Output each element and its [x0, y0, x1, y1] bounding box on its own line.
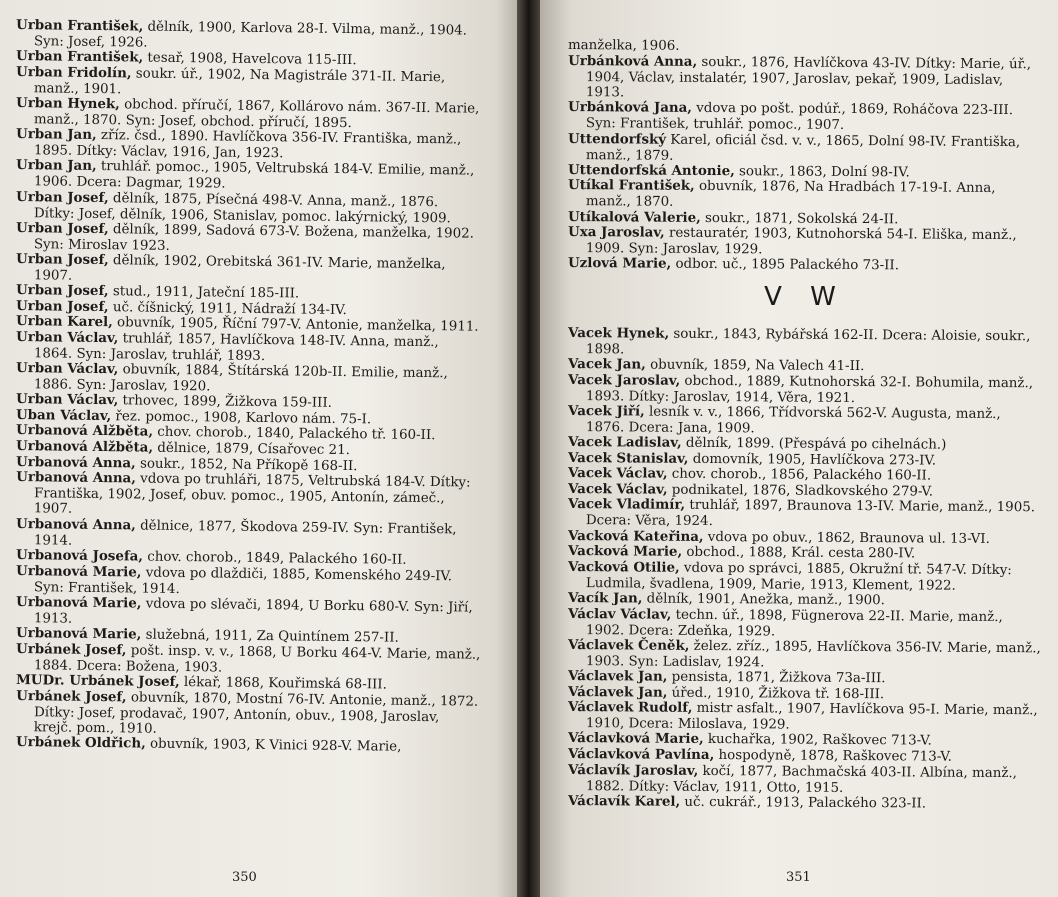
entry-details: soukr., 1863, Dolní 98-IV. [734, 163, 910, 181]
entry-details: truhlář, 1857, Havlíčkova 148-IV. Anna, manž., 1864. Syn: Jaroslav, truhlář, 1893. [33, 331, 439, 364]
entry-name: Urban Josef, [15, 297, 109, 315]
entry-details: dělnice, 1877, Škodova 259-IV. Syn: František, 1914. [33, 518, 457, 549]
entry-name: Urbánek Josef, [16, 687, 127, 705]
entry-name: Urbanová Alžběta, [15, 422, 154, 441]
directory-entry [568, 638, 1042, 672]
entry-name: Urban Václav, [16, 360, 119, 378]
entry-name: Urbanová Marie, [15, 625, 142, 643]
entry-name: Urban Josef, [16, 250, 109, 269]
entry-details: hospodyně, 1878, Raškovec 713-V. [714, 747, 952, 765]
entry-details: dělník, 1875, Písečná 498-V. Anna, manž., 1876. Dítky: Josef, dělník, 1906, Stanislav, pomoc. lakýrnický, 1909. [33, 190, 451, 226]
entry-details: dělník, 1902, Orebitská 361-IV. Marie, manželka, 1907. [33, 253, 446, 284]
directory-entry [568, 225, 1042, 259]
entry-details: služebná, 1911, Za Quintínem 257-II. [141, 627, 399, 646]
entry-name: Urban Josef, [16, 188, 109, 206]
entry-details: dělník, 1900, Karlova 28-I. Vilma, manž., 1904. Syn: Josef, 1926. [33, 19, 468, 51]
entry-name: Václavková Pavlína, [567, 745, 715, 763]
directory-entry [568, 794, 1042, 813]
entry-name: Vacek Hynek, [568, 324, 670, 342]
entry-details: obchod. příručí, 1867, Kollárovo nám. 367-II. Marie, manž., 1870. Syn: Josef, obchod. příručí, 1895. [33, 97, 480, 131]
entry-details: soukr., 1843, Rybářská 162-II. Dcera: Aloisie, soukr., 1898. [585, 326, 1031, 357]
directory-entry [16, 470, 482, 522]
right-page [540, 0, 1058, 897]
directory-entry [568, 132, 1042, 166]
entry-details: uč. cukrář., 1913, Palackého 323-II. [680, 794, 927, 812]
entry-name: Urbanová Anna, [16, 469, 137, 487]
entry-name: Urban František, [15, 48, 144, 66]
entry-details: chov. chorob., 1856, Palackého 160-II. [667, 466, 932, 484]
entry-details: truhlář, 1897, Braunova 13-IV. Marie, manž., 1905. Dcera: Věra, 1924. [585, 498, 1036, 530]
entry-name: Urban Jan, [16, 157, 97, 175]
entry-name: Václavek Jan, [567, 667, 668, 685]
entry-name: Uttendorfská Antonie, [567, 161, 735, 179]
directory-entry [568, 700, 1042, 734]
entry-details: podnikatel, 1876, Sladkovského 279-V. [667, 482, 934, 500]
entry-details: pošt. insp. v. v., 1868, U Borku 464-V. Marie, manž., 1884. Dcera: Božena, 1903. [33, 643, 481, 675]
entry-details: vdova po slévači, 1894, U Borku 680-V. Syn: Jiří, 1913. [33, 596, 473, 627]
entry-name: Urban Josef, [15, 282, 109, 300]
entry-details: soukr., 1876, Havlíčkova 43-IV. Dítky: Marie, úř., 1904, Václav, instalatér, 1907, Jaroslav, pekař, 1909, Ladislav, 1913. [585, 54, 1032, 101]
entry-name: Urban Josef, [16, 219, 109, 237]
book-gutter [517, 0, 540, 897]
directory-entry [568, 560, 1042, 594]
entry-name: Uzlová Marie, [567, 255, 672, 273]
entry-name: Václavek Čeněk, [568, 636, 690, 654]
entry-name: Vacek Jaroslav, [568, 371, 681, 389]
left-page-number: 350 [232, 870, 257, 885]
entry-details: techn. úř., 1898, Fügnerova 22-II. Marie, manž., 1902. Dcera: Zdeňka, 1929. [585, 607, 1003, 639]
entry-name: Uban Václav, [15, 406, 112, 425]
entry-details: obchod., 1888, Král. cesta 280-IV. [682, 545, 916, 562]
entry-details: želez. zříz., 1895, Havlíčkova 356-IV. Marie, manž., 1903. Syn: Ladislav, 1924. [585, 638, 1041, 670]
entry-name: Urbanová Anna, [15, 453, 136, 472]
entry-details: vdova po dlaždiči, 1885, Komenského 249-IV. Syn: František, 1914. [33, 565, 453, 597]
entry-details: úřed., 1910, Žižkova tř. 168-III. [667, 685, 885, 702]
entry-name: Václav Václav, [568, 605, 672, 623]
entry-name: Vacík Jan, [567, 590, 643, 607]
entry-details: obuvník, 1884, Štítárská 120b-II. Emilie, manž., 1886. Syn: Jaroslav, 1920. [33, 362, 448, 395]
entry-name: Václavek Rudolf, [568, 699, 693, 717]
entry-details: obchod., 1889, Kutnohorská 32-I. Bohumila, manž., 1893. Dítky: Jaroslav, 1914, Věra, 1921. [585, 373, 1034, 406]
right-entries-bottom-list [567, 324, 1042, 812]
entry-details: řez. pomoc., 1908, Karlovo nám. 75-I. [111, 409, 372, 428]
entry-details: dělník, 1901, Anežka, manž., 1900. [642, 591, 885, 609]
directory-entry [568, 497, 1042, 531]
section-heading-vw: V W [764, 281, 846, 312]
entry-name: Urbánková Jana, [568, 99, 693, 117]
directory-entry [568, 373, 1042, 407]
entry-details: trhovec, 1899, Žižkova 159-III. [118, 393, 333, 412]
entry-name: Václavík Karel, [567, 792, 681, 810]
entry-name: Urban Hynek, [16, 94, 121, 113]
entry-details: dělnice, 1879, Císařovec 21. [152, 440, 350, 459]
entry-name: Urban Karel, [15, 313, 113, 331]
entry-details: dělník, 1899. (Přespává po cihelnách.) [681, 435, 947, 453]
entry-details: stud., 1911, Jateční 185-III. [108, 284, 300, 302]
entry-details: chov. chorob., 1840, Palackého tř. 160-II. [152, 425, 436, 444]
entry-name: Uttendorfský [568, 130, 667, 148]
right-entries-top-list [568, 38, 1042, 272]
entry-name: Urbánková Anna, [568, 52, 698, 70]
entry-name: Urban Václav, [16, 328, 119, 347]
entry-details: vdova po truhláři, 1875, Veltrubská 184-V. Dítky: Františka, 1902, Josef, obuv. pomoc., 1905, Antonín, zámeč., 1907. [33, 471, 471, 518]
directory-entry [568, 326, 1042, 360]
entry-details: lékař, 1868, Kouřimská 68-III. [179, 674, 387, 693]
entry-name: Urbanová Marie, [16, 593, 142, 612]
entry-name: Urbanová Marie, [16, 562, 142, 581]
entry-name: Vacek Stanislav, [567, 449, 689, 467]
entry-name: Utíkalová Valerie, [567, 208, 701, 226]
entry-name: Vacek Václav, [567, 480, 668, 498]
entry-details: truhlář. pomoc., 1905, Veltrubská 184-V. Emilie, manž., 1906. Dcera: Dagmar, 1929. [33, 159, 475, 192]
directory-entry [568, 178, 1042, 212]
entry-name: Urbanová Alžběta, [15, 438, 154, 456]
entry-name: Vacek Jan, [567, 356, 646, 373]
entry-name: Utíkal František, [568, 177, 695, 195]
entry-details: obuvník, 1870, Mostní 76-IV. Antonie, manž., 1872. Dítky: Josef, prodavač, 1907, Antonín, obuv., 1908, Jaroslav, krejč. pom., 1910. [33, 689, 479, 737]
entry-name: Urbanová Anna, [16, 516, 136, 534]
directory-entry [568, 54, 1042, 104]
directory-entry [568, 404, 1042, 438]
entry-details: vdova po správci, 1885, Okružní tř. 547-V. Dítky: Ludmila, švadlena, 1909, Marie, 1913, Klement, 1922. [585, 560, 1012, 594]
right-page-number: 351 [786, 870, 811, 885]
directory-entry [568, 763, 1042, 797]
entry-name: Vacek Vladimír, [568, 496, 686, 514]
entry-details: obuvník, 1905, Říční 797-V. Antonie, manželka, 1911. [112, 315, 479, 335]
entry-details: lesník v. v., 1866, Třídvorská 562-V. Augusta, manž., 1876. Dcera: Jana, 1909. [585, 404, 1001, 436]
entry-name: Vacek Jiří, [568, 402, 645, 420]
entry-name: Václavek Jan, [567, 683, 668, 701]
entry-details: vdova po obuv., 1862, Braunova ul. 13-VI. [703, 529, 990, 547]
entry-name: Václavík Jaroslav, [568, 761, 699, 779]
entry-name: Urban Fridolín, [16, 63, 132, 82]
entry-name: Václavková Marie, [567, 730, 704, 748]
entry-name: Urban František, [16, 17, 144, 35]
entry-details: kočí, 1877, Bachmačská 403-II. Albína, manž., 1882. Dítky: Václav, 1911, Otto, 1915. [585, 763, 1017, 796]
entry-name: Vacek Václav, [567, 465, 668, 482]
entry-name: MUDr. Urbánek Josef, [15, 671, 180, 690]
entry-name: Vacková Kateřina, [567, 527, 704, 545]
entry-details: soukr., 1871, Sokolská 24-II. [700, 210, 899, 227]
left-entries-list [15, 17, 481, 756]
entry-name: Urbánek Oldřich, [15, 734, 146, 752]
entry-details: obuvník, 1903, K Vinici 928-V. Marie, [145, 736, 402, 756]
entry-details: vdova po pošt. podúř., 1869, Roháčova 223-III. Syn: František, truhlář. pomoc., 1907. [585, 101, 1014, 133]
entry-details: soukr. úř., 1902, Na Magistrále 371-II. Marie, manž., 1901. [33, 66, 446, 97]
entry-details: odbor. uč., 1895 Palackého 73-II. [671, 257, 900, 274]
entry-name: Uxa Jaroslav, [568, 224, 665, 241]
entry-name: Urbánek Josef, [16, 640, 127, 659]
entry-name: Urban Václav, [15, 391, 119, 409]
entry-details: tesař, 1908, Havelcova 115-III. [143, 50, 357, 69]
entry-details: pensista, 1871, Žižkova 73a-III. [667, 669, 886, 687]
entry-name: Urbanová Josefa, [15, 547, 144, 565]
entry-details: uč. číšnický, 1911, Nádraží 134-IV. [108, 299, 347, 318]
entry-details: obuvník, 1859, Na Valech 41-II. [645, 357, 865, 375]
entry-details: dělník, 1899, Sadová 673-V. Božena, manželka, 1902. Syn: Miroslav 1923. [33, 221, 475, 254]
entry-details: domovník, 1905, Havlíčkova 273-IV. [688, 451, 937, 469]
entry-details: manželka, 1906. [567, 38, 680, 54]
entry-details: Karel, oficiál čsd. v. v., 1865, Dolní 98-IV. Františka, manž., 1879. [585, 132, 1021, 163]
entry-name: Vacek Ladislav, [567, 434, 682, 451]
entry-details: soukr., 1852, Na Příkopě 168-II. [135, 456, 358, 474]
entry-details: obuvník, 1876, Na Hradbách 17-19-I. Anna, manž., 1870. [585, 179, 996, 210]
entry-details: zříz. čsd., 1890. Havlíčkova 356-IV. Františka, manž., 1895. Dítky: Václav, 1916, Jan, 1923. [33, 128, 462, 162]
left-page [0, 0, 517, 897]
entry-name: Urban Jan, [16, 126, 97, 144]
entry-name: Vacková Otilie, [568, 558, 680, 576]
directory-entry [16, 689, 482, 741]
directory-entry [568, 256, 1042, 275]
entry-details: mistr asfalt., 1907, Havlíčkova 95-I. Marie, manž., 1910, Dcera: Miloslava, 1929. [585, 701, 1038, 733]
entry-name: Vacková Marie, [567, 543, 683, 561]
entry-details: kuchařka, 1902, Raškovec 713-V. [703, 732, 932, 749]
directory-entry [568, 607, 1042, 641]
entry-details: restauratér, 1903, Kutnohorská 54-I. Eliška, manž., 1909. Syn: Jaroslav, 1929. [585, 225, 1017, 258]
entry-details: chov. chorob., 1849, Palackého 160-II. [142, 549, 407, 568]
directory-entry [568, 100, 1042, 134]
